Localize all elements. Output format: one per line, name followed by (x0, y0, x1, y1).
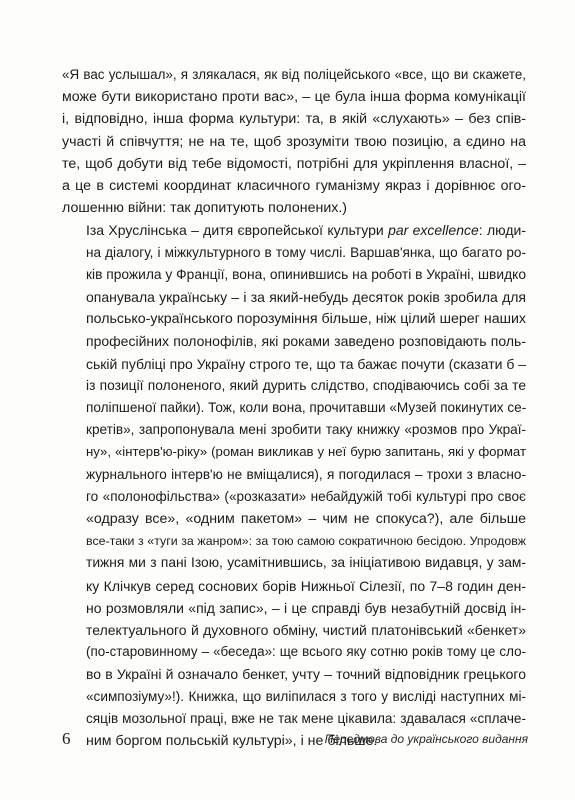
text-line: на діалогу, і міжкультурного в тому числі. Варшав'янка, що багато ро- (86, 244, 526, 260)
paragraph-2 (62, 219, 526, 752)
text-line: те, щоб добути від тебе відомості, потрібні для укріплення власної, – (62, 155, 526, 172)
text-line: но розмовляли «під запис», – і це справді був незабутній досвід ін- (86, 599, 526, 616)
text-line: участі й співчуття; не на те, щоб зрозуміти твою позицію, а єдино на (62, 133, 526, 150)
text-line: журнального інтерв'ю не вміщалися), я погодилася – трохи з власно- (86, 466, 526, 482)
text-line: кретів», запропонувала мені зробити таку книжку «розмов про Украї- (86, 422, 526, 438)
text-line: «симпозіуму»!). Книжка, що виліпилася з того у висліді наступних мі- (86, 688, 526, 704)
page-footer (62, 729, 528, 753)
text-line: го «полонофільства» («розказати» небайдужій тобі культурі про своє (86, 488, 526, 504)
text-line: (по-старовинному – «беседа»: ще всього яку сотню років тому це сло- (86, 644, 526, 660)
text-line: «Я вас услышал», я злякалася, як від поліцейського «все, що ви скажете, (62, 67, 526, 82)
running-title: Передмова до українського видання (324, 732, 528, 746)
text-line: ків прожила у Франції, вона, опинившись на роботі в Україні, швидко (86, 266, 526, 282)
page-number: 6 (62, 729, 71, 748)
text-line: сяців мозольної праці, вже не так мене цікавила: здавалася «сплаче- (86, 710, 526, 726)
text-line: ку Клічкув серед соснових борів Нижньої Сілезії, по 7–8 годин ден- (86, 577, 526, 594)
text-line: «одразу все», «одним пакетом» – чим не спокуса?), але більше (86, 511, 526, 528)
text-line: тижня ми з пані Ізою, усамітнившись, за ініціативою видавця, у зам- (86, 555, 526, 571)
text-line: із позиції полоненого, який дурить слідство, сподіваючись собі за те (86, 377, 526, 393)
text-line: і, відповідно, інша форма культури: та, в якій «слухають» – без спів- (62, 111, 526, 128)
text-line: лошенню війни: так допитують полонених.) (62, 200, 348, 217)
text-line: а це в системі координат класичного гуманізму якраз і дорівнює ого- (62, 178, 526, 195)
text-line: Іза Хруслінська – дитя європейської культури par excellence: люди- (86, 222, 526, 239)
text-line: телектуального й духовного обміну, чистий платонівський «бенкет» (86, 622, 526, 639)
text-line: польсько-українського порозуміння більше, ніж цілий шерег наших (86, 311, 526, 328)
text-line: ним боргом польській культурі», і не більше. (86, 733, 378, 750)
text-line: може бути використано проти вас», – це була інша форма комунікації (62, 89, 526, 106)
text-line: ській публіці про Україну строго те, що та бажає почути (сказати б – (86, 355, 527, 372)
paragraph-1 (62, 64, 526, 219)
text-line: все-таки з «туги за жанром»: за тою самою сократичною бесідою. Упродовж (86, 534, 526, 549)
body-text (62, 64, 526, 752)
text-line: поліпшеної пайки). Тож, коли вона, прочитавши «Музей покинутих се- (86, 400, 527, 416)
text-line: во в Україні й означало бенкет, учту – точний відповідник грецького (86, 666, 526, 683)
text-line: опанувала українську – і за який-небудь десяток років зробила для (86, 289, 526, 306)
text-line: ну», «інтерв'ю-ріку» (роман викликав у неї бурю запитань, які у формат (86, 444, 526, 460)
text-line: професійних полонофілів, які роками заведено розповідають поль- (86, 333, 526, 350)
